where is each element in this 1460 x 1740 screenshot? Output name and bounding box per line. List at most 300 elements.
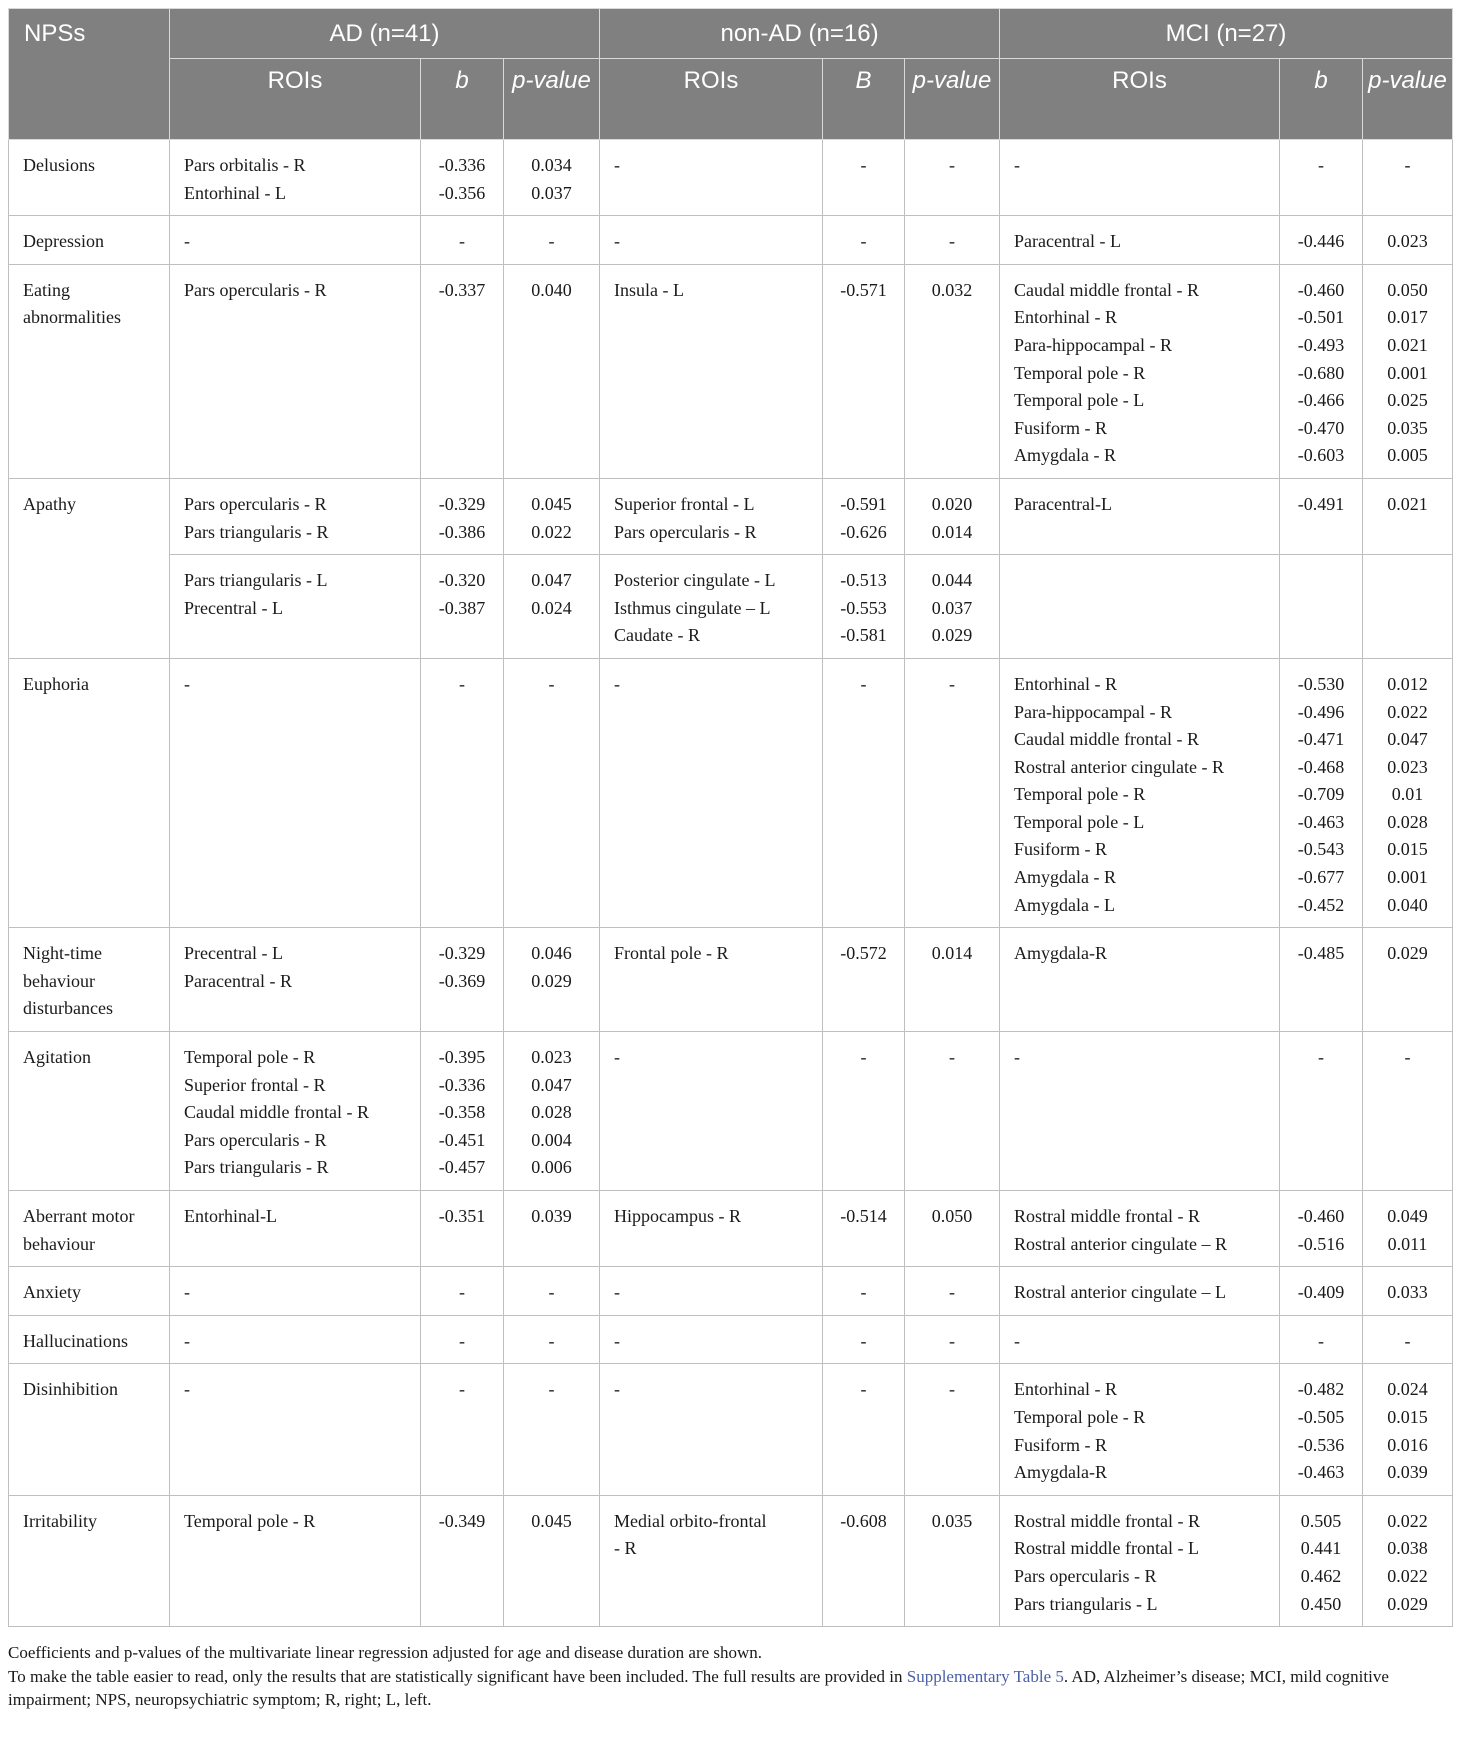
coef-value: -0.457 (438, 1157, 486, 1178)
coef-value: - (860, 1379, 867, 1400)
p-value: 0.035 (931, 1510, 973, 1531)
nps-cell: Hallucinations (9, 1315, 170, 1364)
nonad-roi-cell (600, 928, 823, 1032)
roi-label: Paracentral - L (1014, 231, 1121, 252)
coef-value: -0.329 (438, 493, 486, 514)
mci-roi-cell (1000, 264, 1280, 478)
coef-value: -0.572 (840, 943, 887, 964)
coef-value: -0.409 (1297, 1282, 1345, 1303)
coef-value: -0.680 (1297, 362, 1345, 383)
coef-value: -0.514 (840, 1206, 887, 1226)
roi-label: Fusiform - R (1014, 839, 1108, 860)
supplementary-table-link[interactable]: Supplementary Table 5 (906, 1666, 1064, 1686)
table-row (9, 658, 1453, 927)
roi-label: Rostral anterior cingulate – R (1014, 1233, 1227, 1254)
roi-label: Amygdala - R (1014, 445, 1116, 466)
roi-label: Rostral anterior cingulate – L (1014, 1282, 1226, 1303)
p-value: 0.014 (931, 521, 973, 542)
nonad-roi-cell (600, 555, 823, 659)
mci-coef-cell (1280, 1315, 1363, 1364)
nps-cell: Disinhibition (9, 1364, 170, 1495)
document (8, 8, 1452, 1712)
roi-label: Amygdala - R (1014, 867, 1116, 888)
roi-label: Caudal middle frontal - R (1014, 729, 1199, 750)
roi-label: Pars opercularis - R (1014, 1565, 1157, 1586)
nps-cell: Euphoria (9, 658, 170, 927)
mci-pvalue-cell (1363, 1315, 1453, 1364)
ad-roi-cell (170, 658, 421, 927)
ad-pvalue-cell (504, 555, 600, 659)
footnote-text-post: . AD, Alzheimer’s disease; MCI, mild cognitive impairment; NPS, neuropsychiatric symptom; R, right; L, left. (8, 1666, 1389, 1710)
roi-label: - (1014, 155, 1021, 175)
mci-pvalue-cell (1363, 658, 1453, 927)
coef-value: -0.336 (438, 155, 486, 175)
roi-label: Temporal pole - L (1014, 390, 1145, 411)
ad-coef-cell (421, 1364, 504, 1495)
p-value: 0.050 (1387, 279, 1428, 300)
coef-value: -0.463 (1297, 811, 1345, 832)
coef-value: - (1318, 1047, 1325, 1068)
nonad-roi-cell (600, 1191, 823, 1267)
nps-cell: Irritability (9, 1495, 170, 1626)
roi-label: - R (614, 1538, 637, 1559)
mci-pvalue-cell (1363, 140, 1453, 216)
mci-pvalue-cell (1363, 1032, 1453, 1191)
roi-label: Pars opercularis - R (184, 1129, 327, 1150)
p-value: 0.029 (531, 970, 572, 991)
ad-roi-cell (170, 1267, 421, 1316)
mci-coef-cell (1280, 928, 1363, 1032)
roi-label: Rostral middle frontal - R (1014, 1510, 1200, 1531)
ad-pvalue-cell (504, 928, 600, 1032)
header-nonad-p: p-value (905, 59, 1000, 140)
nonad-pvalue-cell (905, 555, 1000, 659)
p-value: 0.025 (1387, 390, 1428, 411)
p-value: 0.020 (931, 493, 973, 514)
p-value: 0.032 (931, 279, 973, 300)
p-value: 0.011 (1387, 1233, 1428, 1254)
coef-value: -0.356 (438, 182, 486, 203)
coef-value: -0.603 (1297, 445, 1345, 466)
coef-value: -0.369 (438, 970, 486, 991)
table-row (9, 1191, 1453, 1267)
roi-label: - (614, 231, 621, 252)
p-value: 0.028 (1387, 811, 1428, 832)
nonad-roi-cell (600, 1267, 823, 1316)
p-value: - (548, 231, 555, 252)
coef-value: 0.505 (1300, 1510, 1342, 1531)
coef-value: -0.608 (840, 1510, 887, 1531)
nonad-roi-cell (600, 478, 823, 554)
coef-value: -0.493 (1297, 334, 1345, 355)
ad-coef-cell (421, 1032, 504, 1191)
p-value: 0.037 (931, 597, 973, 618)
nps-cell: Anxiety (9, 1267, 170, 1316)
table-row (9, 140, 1453, 216)
roi-label: Precentral - L (184, 597, 283, 618)
nonad-roi-cell (600, 1315, 823, 1364)
ad-roi-cell (170, 1495, 421, 1626)
mci-roi-cell (1000, 478, 1280, 554)
nonad-pvalue-cell (905, 1495, 1000, 1626)
p-value: - (1404, 1330, 1411, 1351)
mci-roi-cell (1000, 140, 1280, 216)
coef-value: -0.482 (1297, 1379, 1345, 1400)
p-value: 0.023 (1387, 756, 1428, 777)
mci-coef-cell (1280, 478, 1363, 554)
nonad-coef-cell (823, 1495, 905, 1626)
mci-pvalue-cell (1363, 1191, 1453, 1267)
nonad-coef-cell (823, 1267, 905, 1316)
header-nonad-b: B (823, 59, 905, 140)
roi-label: Temporal pole - R (184, 1047, 316, 1068)
table-row (9, 555, 1453, 659)
roi-label: - (184, 231, 190, 252)
p-value: 0.038 (1387, 1538, 1428, 1559)
mci-coef-cell (1280, 216, 1363, 265)
results-table (8, 8, 1453, 1627)
p-value: 0.015 (1387, 1406, 1428, 1427)
nonad-coef-cell (823, 1032, 905, 1191)
mci-coef-cell (1280, 1495, 1363, 1626)
roi-label: Superior frontal - R (184, 1074, 326, 1095)
roi-label: Insula - L (614, 279, 684, 300)
coef-value: -0.446 (1297, 231, 1345, 252)
table-row (9, 1364, 1453, 1495)
roi-label: Pars triangularis - L (184, 570, 328, 591)
coef-value: - (459, 1379, 465, 1400)
coef-value: -0.581 (840, 625, 887, 646)
coef-value: -0.329 (438, 943, 486, 964)
p-value: 0.047 (531, 570, 572, 591)
nonad-pvalue-cell (905, 1032, 1000, 1191)
mci-roi-cell (1000, 1032, 1280, 1191)
nonad-roi-cell (600, 1032, 823, 1191)
roi-label: - (614, 1379, 621, 1400)
mci-roi-cell (1000, 1364, 1280, 1495)
roi-label: Pars triangularis - L (1014, 1593, 1158, 1614)
ad-roi-cell (170, 928, 421, 1032)
roi-label: Fusiform - R (1014, 417, 1108, 438)
coef-value: -0.516 (1297, 1233, 1345, 1254)
nonad-coef-cell (823, 1315, 905, 1364)
nonad-coef-cell (823, 555, 905, 659)
roi-label: Amygdala - L (1014, 894, 1115, 915)
ad-coef-cell (421, 1495, 504, 1626)
coef-value: -0.543 (1297, 839, 1345, 860)
nonad-pvalue-cell (905, 658, 1000, 927)
coef-value: -0.471 (1297, 729, 1345, 750)
roi-label: Pars opercularis - R (184, 279, 327, 300)
nonad-roi-cell (600, 140, 823, 216)
roi-label: Caudal middle frontal - R (1014, 279, 1199, 300)
coef-value: -0.358 (438, 1102, 486, 1123)
coef-value: -0.553 (840, 597, 887, 618)
roi-label: - (614, 155, 621, 175)
nonad-coef-cell (823, 478, 905, 554)
roi-label: Rostral middle frontal - L (1014, 1538, 1199, 1559)
footnote-text-pre: To make the table easier to read, only the results that are statistically significant have been included. The full results are provided in (8, 1666, 907, 1686)
mci-roi-cell (1000, 216, 1280, 265)
p-value: - (548, 673, 555, 694)
roi-label: Hippocampus - R (614, 1206, 741, 1226)
mci-coef-cell (1280, 1191, 1363, 1267)
mci-roi-cell (1000, 1267, 1280, 1316)
header-nonad-rois: ROIs (600, 59, 823, 140)
table-row (9, 1315, 1453, 1364)
p-value: 0.021 (1387, 334, 1428, 355)
roi-label: - (614, 673, 621, 694)
roi-label: Amygdala-R (1014, 943, 1107, 964)
ad-pvalue-cell (504, 1364, 600, 1495)
coef-value: - (860, 231, 867, 252)
ad-roi-cell (170, 1364, 421, 1495)
header-ad-rois: ROIs (170, 59, 421, 140)
header-group-ad: AD (n=41) (170, 9, 600, 59)
ad-pvalue-cell (504, 1191, 600, 1267)
ad-roi-cell (170, 478, 421, 554)
p-value: 0.029 (1387, 1593, 1428, 1614)
roi-label: Para-hippocampal - R (1014, 701, 1172, 722)
mci-pvalue-cell (1363, 928, 1453, 1032)
coef-value: -0.505 (1297, 1406, 1345, 1427)
ad-coef-cell (421, 264, 504, 478)
roi-label: Temporal pole - R (184, 1510, 316, 1531)
p-value: 0.005 (1387, 445, 1428, 466)
roi-label: Pars triangularis - R (184, 521, 329, 542)
p-value: 0.001 (1387, 362, 1428, 383)
roi-label: Precentral - L (184, 943, 283, 964)
p-value: 0.012 (1387, 673, 1428, 694)
nonad-pvalue-cell (905, 264, 1000, 478)
header-mci-b: b (1280, 59, 1363, 140)
ad-roi-cell (170, 1315, 421, 1364)
table-row (9, 1267, 1453, 1316)
roi-label: - (1014, 1047, 1021, 1068)
coef-value: -0.591 (840, 493, 887, 514)
nps-cell: Night-time behaviour disturbances (9, 928, 170, 1032)
nps-cell: Eating abnormalities (9, 264, 170, 478)
roi-label: Temporal pole - R (1014, 1406, 1146, 1427)
ad-coef-cell (421, 928, 504, 1032)
ad-coef-cell (421, 555, 504, 659)
p-value: 0.022 (1387, 1565, 1428, 1586)
roi-label: - (1014, 1330, 1021, 1351)
ad-pvalue-cell (504, 216, 600, 265)
coef-value: -0.491 (1297, 493, 1345, 514)
coef-value: -0.452 (1297, 894, 1345, 915)
mci-coef-cell (1280, 1032, 1363, 1191)
ad-pvalue-cell (504, 140, 600, 216)
roi-label: Posterior cingulate - L (614, 570, 776, 591)
roi-label: Rostral anterior cingulate - R (1014, 756, 1224, 777)
nps-cell: Depression (9, 216, 170, 265)
p-value: 0.022 (531, 521, 572, 542)
header-mci-rois: ROIs (1000, 59, 1280, 140)
coef-value: -0.513 (840, 570, 887, 591)
header-group-mci: MCI (n=27) (1000, 9, 1453, 59)
nonad-pvalue-cell (905, 140, 1000, 216)
coef-value: -0.530 (1297, 673, 1345, 694)
nonad-pvalue-cell (905, 1267, 1000, 1316)
footnote-line-1: Coefficients and p-values of the multivariate linear regression adjusted for age and disease duration are shown. (8, 1643, 763, 1663)
p-value: 0.022 (1387, 701, 1428, 722)
coef-value: 0.450 (1300, 1593, 1342, 1614)
p-value: 0.015 (1387, 839, 1428, 860)
coef-value: -0.501 (1297, 307, 1345, 328)
p-value: 0.028 (531, 1102, 572, 1123)
roi-label: Frontal pole - R (614, 943, 729, 964)
p-value: - (949, 155, 956, 175)
ad-coef-cell (421, 478, 504, 554)
roi-label: Paracentral - R (184, 970, 292, 991)
mci-coef-cell (1280, 1364, 1363, 1495)
ad-coef-cell (421, 216, 504, 265)
p-value: 0.021 (1387, 493, 1428, 514)
p-value: - (548, 1379, 555, 1400)
roi-label: - (614, 1330, 621, 1351)
p-value: 0.016 (1387, 1434, 1428, 1455)
roi-label: Temporal pole - R (1014, 784, 1146, 805)
nps-cell (9, 555, 170, 659)
header-ad-p: p-value (504, 59, 600, 140)
p-value: 0.037 (531, 182, 572, 203)
p-value: - (949, 1047, 956, 1068)
nonad-coef-cell (823, 1191, 905, 1267)
table-row (9, 1032, 1453, 1191)
p-value: 0.029 (1387, 943, 1428, 964)
mci-coef-cell (1280, 264, 1363, 478)
nps-cell: Apathy (9, 478, 170, 554)
coef-value: -0.536 (1297, 1434, 1345, 1455)
p-value: - (548, 1330, 555, 1351)
roi-label: Isthmus cingulate – L (614, 597, 771, 618)
roi-label: Para-hippocampal - R (1014, 334, 1172, 355)
table-row (9, 928, 1453, 1032)
coef-value: -0.395 (438, 1047, 486, 1068)
roi-label: Caudate - R (614, 625, 700, 646)
roi-label: Amygdala-R (1014, 1462, 1107, 1483)
ad-coef-cell (421, 140, 504, 216)
roi-label: Entorhinal - L (184, 182, 286, 203)
nonad-roi-cell (600, 1495, 823, 1626)
ad-coef-cell (421, 1315, 504, 1364)
mci-roi-cell (1000, 555, 1280, 659)
roi-label: Pars orbitalis - R (184, 155, 306, 175)
roi-label: - (184, 673, 190, 694)
roi-label: Temporal pole - R (1014, 362, 1146, 383)
roi-label: Entorhinal - R (1014, 673, 1117, 694)
coef-value: -0.451 (438, 1129, 486, 1150)
p-value: 0.047 (1387, 729, 1428, 750)
coef-value: -0.485 (1297, 943, 1345, 964)
roi-label: Entorhinal - R (1014, 1379, 1117, 1400)
ad-roi-cell (170, 1191, 421, 1267)
nonad-pvalue-cell (905, 928, 1000, 1032)
nonad-roi-cell (600, 216, 823, 265)
ad-roi-cell (170, 1032, 421, 1191)
p-value: 0.033 (1387, 1282, 1428, 1303)
ad-pvalue-cell (504, 1032, 600, 1191)
p-value: - (949, 1282, 956, 1303)
coef-value: - (860, 1282, 867, 1303)
p-value: 0.023 (1387, 231, 1428, 252)
roi-label: Superior frontal - L (614, 493, 755, 514)
mci-pvalue-cell (1363, 1267, 1453, 1316)
ad-pvalue-cell (504, 478, 600, 554)
coef-value: -0.336 (438, 1074, 486, 1095)
coef-value: - (860, 673, 867, 694)
footnote-line-2 (8, 1665, 1452, 1712)
mci-pvalue-cell (1363, 264, 1453, 478)
mci-coef-cell (1280, 658, 1363, 927)
table-row (9, 1495, 1453, 1626)
mci-roi-cell (1000, 658, 1280, 927)
nonad-pvalue-cell (905, 1364, 1000, 1495)
coef-value: - (459, 231, 465, 252)
header-ad-b: b (421, 59, 504, 140)
ad-pvalue-cell (504, 1267, 600, 1316)
roi-label: - (614, 1047, 621, 1068)
coef-value: -0.386 (438, 521, 486, 542)
coef-value: - (1318, 155, 1325, 175)
roi-label: - (184, 1282, 190, 1303)
p-value: 0.045 (531, 493, 572, 514)
p-value: 0.024 (531, 597, 572, 618)
mci-coef-cell (1280, 555, 1363, 659)
ad-roi-cell (170, 555, 421, 659)
coef-value: -0.470 (1297, 417, 1345, 438)
roi-label: Pars opercularis - R (614, 521, 757, 542)
p-value: 0.035 (1387, 417, 1428, 438)
coef-value: - (860, 1047, 867, 1068)
nonad-pvalue-cell (905, 1191, 1000, 1267)
nonad-roi-cell (600, 658, 823, 927)
ad-coef-cell (421, 1191, 504, 1267)
coef-value: 0.441 (1300, 1538, 1342, 1559)
mci-roi-cell (1000, 1191, 1280, 1267)
p-value: 0.044 (931, 570, 973, 591)
coef-value: -0.468 (1297, 756, 1345, 777)
p-value: - (548, 1282, 555, 1303)
roi-label: Entorhinal - R (1014, 307, 1117, 328)
table-row (9, 264, 1453, 478)
mci-coef-cell (1280, 140, 1363, 216)
coef-value: -0.460 (1297, 279, 1345, 300)
coef-value: -0.349 (438, 1510, 486, 1531)
p-value: 0.046 (531, 943, 572, 964)
coef-value: -0.496 (1297, 701, 1345, 722)
nonad-coef-cell (823, 658, 905, 927)
nonad-coef-cell (823, 1364, 905, 1495)
table-row (9, 478, 1453, 554)
table-footnote (8, 1641, 1452, 1712)
header-nps: NPSs (9, 9, 170, 140)
roi-label: Fusiform - R (1014, 1434, 1108, 1455)
ad-pvalue-cell (504, 1315, 600, 1364)
coef-value: -0.677 (1297, 867, 1345, 888)
ad-pvalue-cell (504, 658, 600, 927)
ad-pvalue-cell (504, 1495, 600, 1626)
p-value: 0.024 (1387, 1379, 1428, 1400)
coef-value: -0.709 (1297, 784, 1345, 805)
roi-label: Caudal middle frontal - R (184, 1102, 369, 1123)
p-value: - (949, 231, 956, 252)
mci-roi-cell (1000, 1315, 1280, 1364)
p-value: - (949, 673, 956, 694)
p-value: 0.045 (531, 1510, 572, 1531)
coef-value: -0.571 (840, 279, 887, 300)
